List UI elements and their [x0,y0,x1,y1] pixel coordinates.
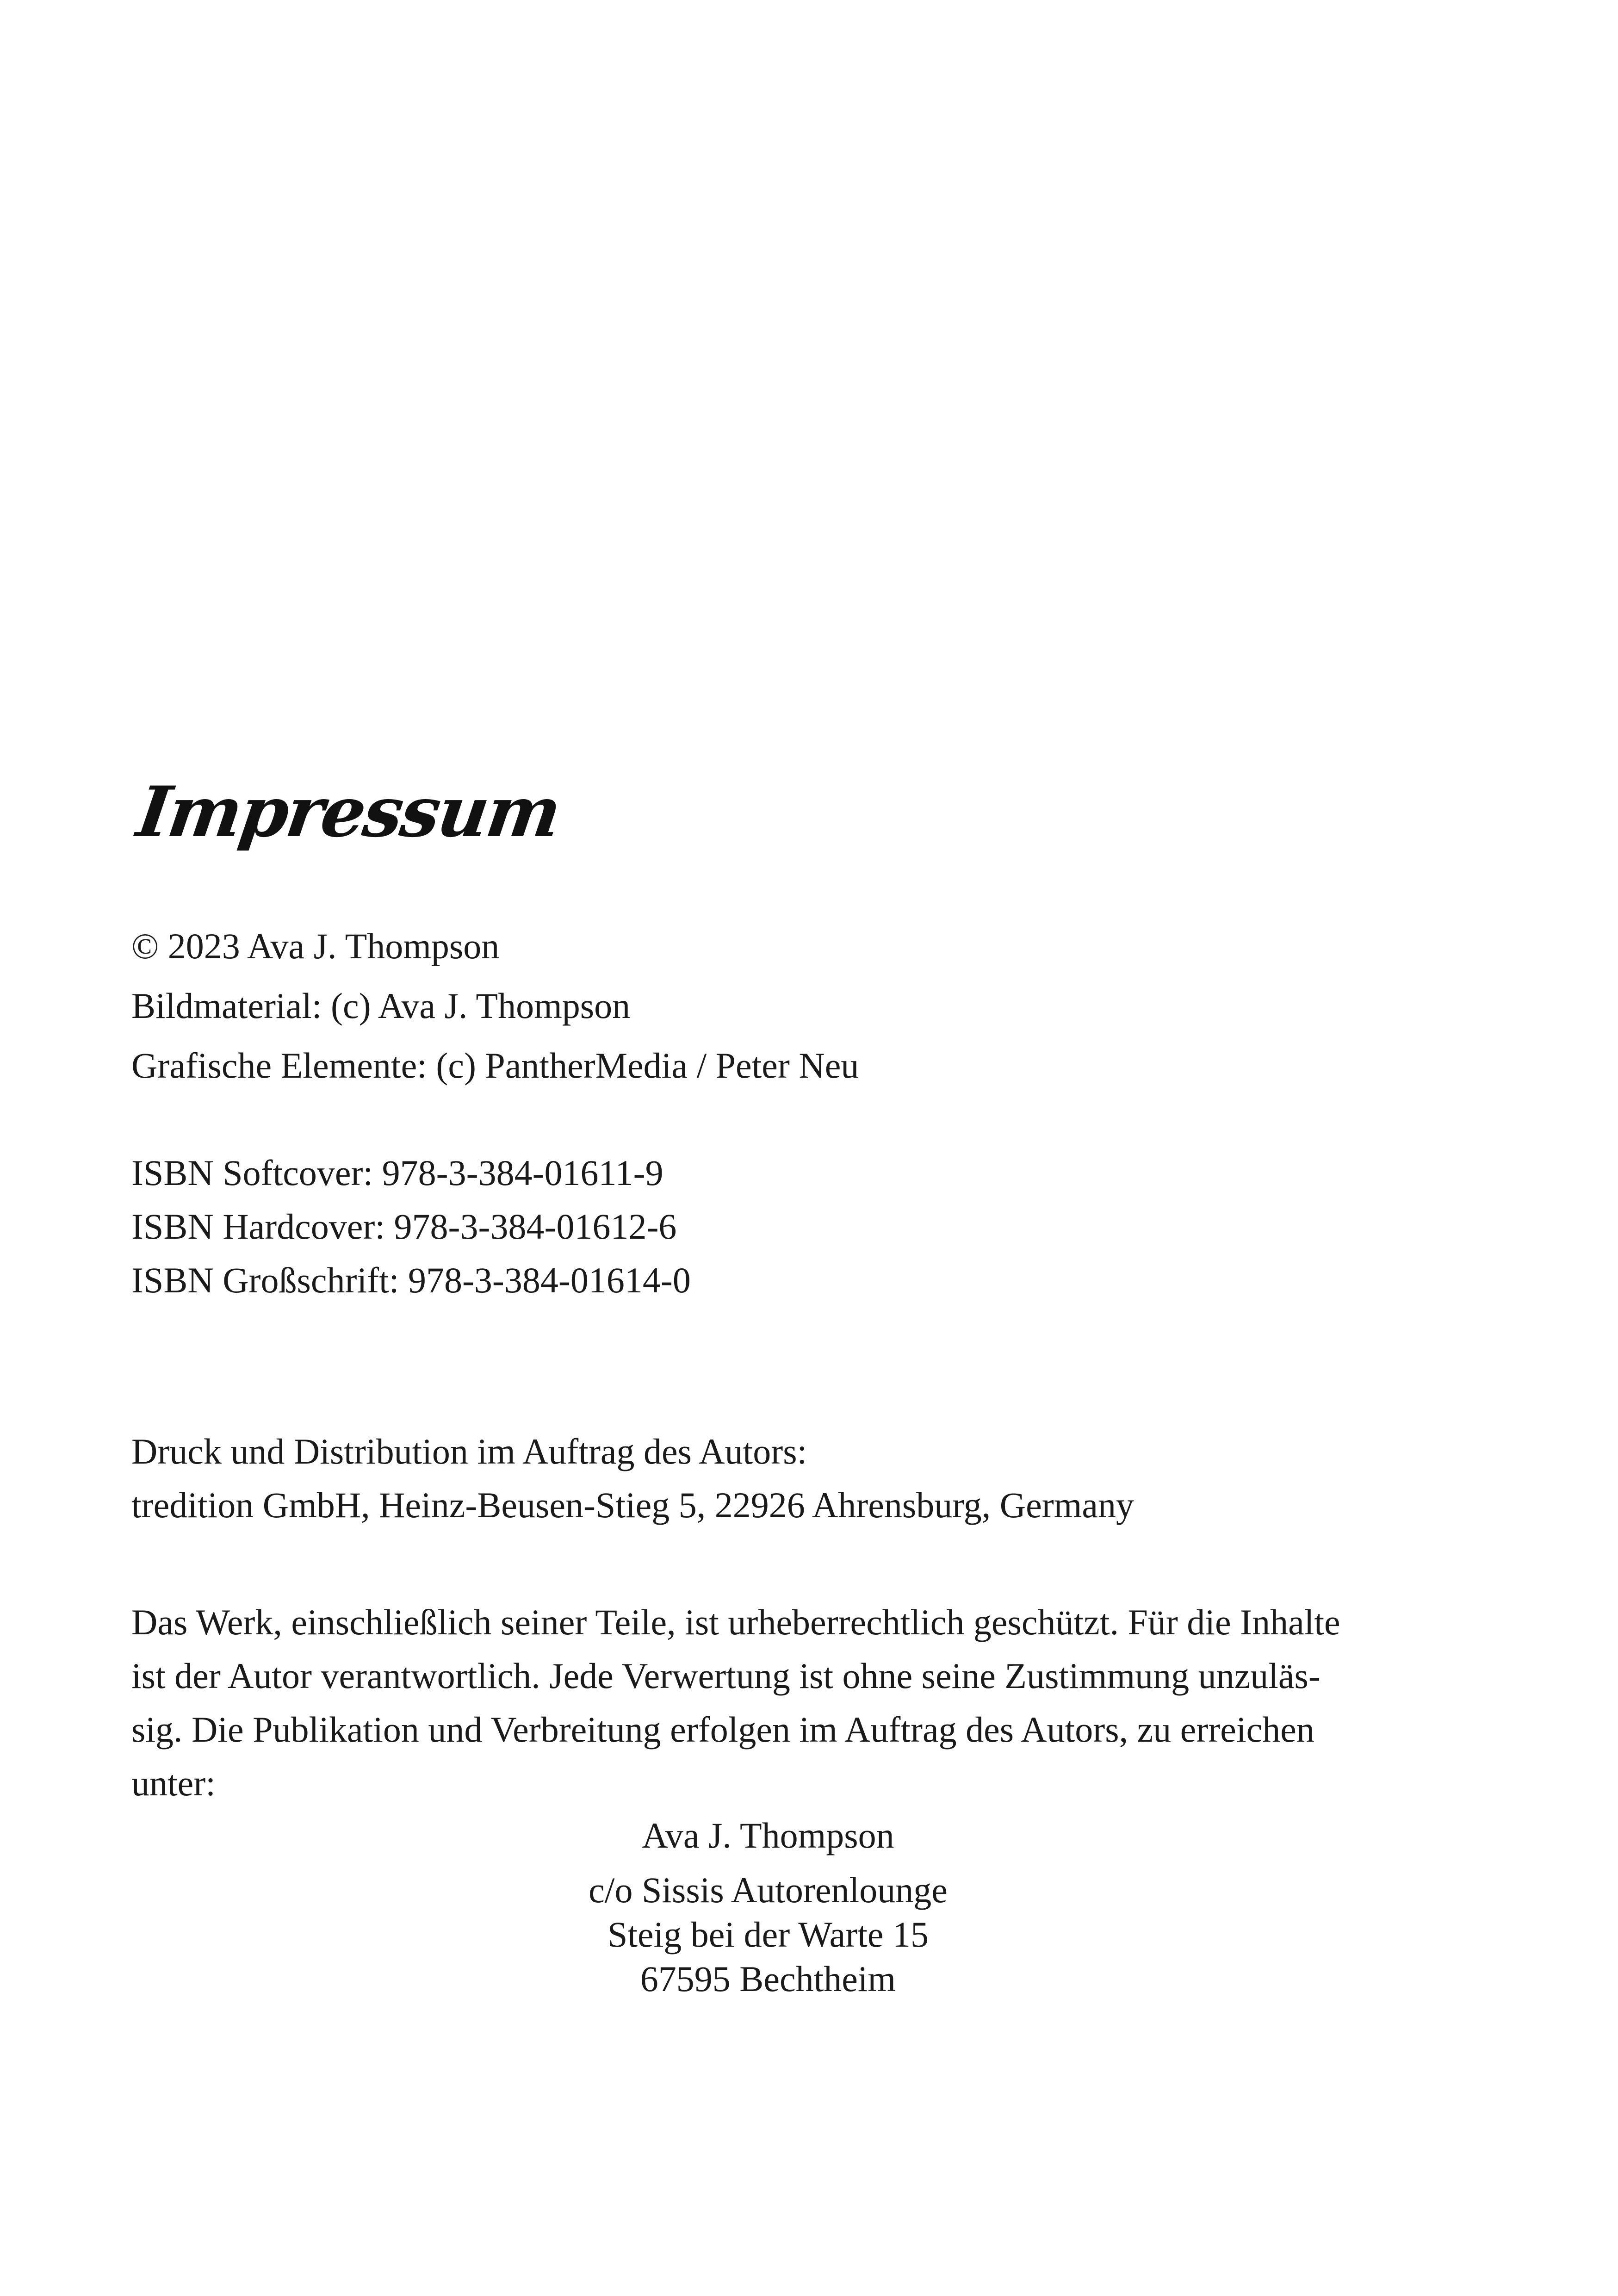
address-care-of: c/o Sissis Autorenlounge [589,1870,948,1910]
isbn-large-print: ISBN Großschrift: 978-3-384-01614-0 [131,1260,691,1300]
printing-line-2: tredition GmbH, Heinz-Beusen-Stieg 5, 22926 Ahrensburg, Germany [131,1485,1134,1525]
image-material-line: Bildmaterial: (c) Ava J. Thompson [131,986,631,1026]
address-city: 67595 Bechtheim [640,1959,896,1999]
isbn-hardcover: ISBN Hardcover: 978-3-384-01612-6 [131,1206,677,1247]
address-name: Ava J. Thompson [642,1815,894,1855]
printing-line-1: Druck und Distribution im Auftrag des Autors: [131,1431,807,1471]
graphic-elements-line: Grafische Elemente: (c) PantherMedia / Peter Neu [131,1045,859,1086]
isbn-softcover: ISBN Softcover: 978-3-384-01611-9 [131,1153,663,1193]
rights-paragraph-line: sig. Die Publikation und Verbreitung erfolgen im Auftrag des Autors, zu erreichen [131,1709,1314,1750]
address-street: Steig bei der Warte 15 [607,1914,929,1955]
copyright-line: © 2023 Ava J. Thompson [131,926,500,966]
rights-paragraph-line: ist der Autor verantwortlich. Jede Verwertung ist ohne seine Zustimmung unzuläs- [131,1656,1320,1696]
rights-paragraph-line: unter: [131,1763,216,1803]
rights-paragraph [131,1595,1408,1810]
page-title: Impressum [132,771,564,853]
rights-paragraph-line: Das Werk, einschließlich seiner Teile, ist urheberrechtlich geschützt. Für die Inhalte [131,1602,1340,1642]
